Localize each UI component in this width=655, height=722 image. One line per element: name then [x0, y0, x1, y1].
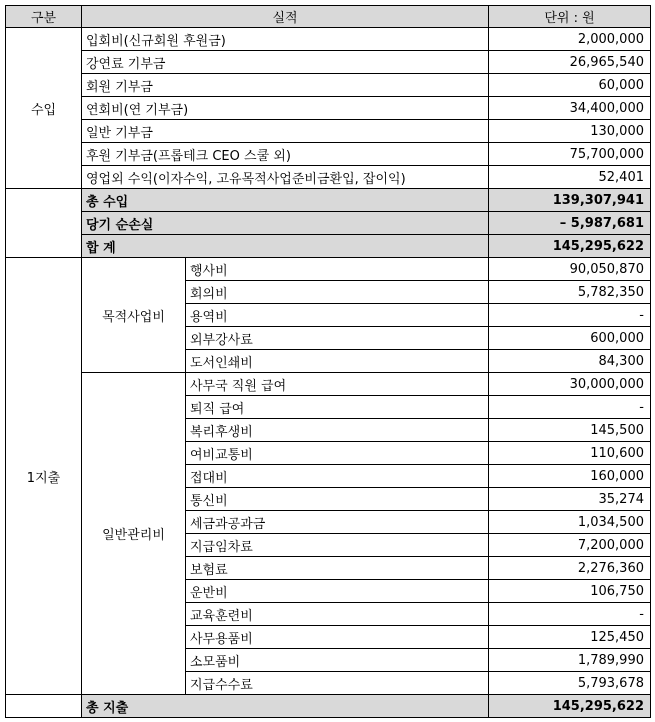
income-row: [6, 166, 651, 189]
income-item-value: 34,400,000: [489, 97, 651, 120]
expense-item-value: -: [489, 603, 651, 626]
income-item-value: 75,700,000: [489, 143, 651, 166]
expense-item-name: 퇴직 급여: [186, 396, 489, 419]
income-item-name: 연회비(연 기부금): [82, 97, 489, 120]
income-item-value: 60,000: [489, 74, 651, 97]
expense-item-name: 외부강사료: [186, 327, 489, 350]
expense-item-name: 지급수수료: [186, 672, 489, 695]
income-item-name: 회원 기부금: [82, 74, 489, 97]
unit-header: 단위 : 원: [489, 6, 651, 28]
expense-item-value: 110,600: [489, 442, 651, 465]
expense-item-name: 접대비: [186, 465, 489, 488]
expense-item-value: 106,750: [489, 580, 651, 603]
income-item-value: 52,401: [489, 166, 651, 189]
income-row: [6, 28, 651, 51]
income-row: [6, 143, 651, 166]
expense-item-name: 사무국 직원 급여: [186, 373, 489, 396]
income-category: 수입: [6, 28, 82, 189]
expense-category: 1지출: [6, 258, 82, 695]
income-item-value: 26,965,540: [489, 51, 651, 74]
expense-total-spacer: [6, 695, 82, 718]
expense-item-value: 35,274: [489, 488, 651, 511]
income-row: [6, 51, 651, 74]
expense-item-value: -: [489, 396, 651, 419]
income-total-value: 139,307,941: [489, 189, 651, 212]
expense-item-name: 도서인쇄비: [186, 350, 489, 373]
expense-item-name: 회의비: [186, 281, 489, 304]
expense-item-value: 90,050,870: [489, 258, 651, 281]
expense-item-name: 복리후생비: [186, 419, 489, 442]
expense-item-value: 84,300: [489, 350, 651, 373]
expense-item-value: 30,000,000: [489, 373, 651, 396]
expense-item-value: 7,200,000: [489, 534, 651, 557]
expense-item-value: 125,450: [489, 626, 651, 649]
expense-group-general: 일반관리비: [82, 373, 186, 695]
income-item-name: 강연료 기부금: [82, 51, 489, 74]
income-item-value: 2,000,000: [489, 28, 651, 51]
expense-total-value: 145,295,622: [489, 695, 651, 718]
expense-item-value: 145,500: [489, 419, 651, 442]
income-sum-row: [6, 235, 651, 258]
income-total-label: 총 수입: [82, 189, 489, 212]
expense-item-value: 2,276,360: [489, 557, 651, 580]
category-header: 구분: [6, 6, 82, 28]
expense-item-name: 용역비: [186, 304, 489, 327]
income-item-value: 130,000: [489, 120, 651, 143]
expense-item-name: 지급임차료: [186, 534, 489, 557]
income-total-row: [6, 189, 651, 212]
expense-item-value: 160,000: [489, 465, 651, 488]
income-net-value: – 5,987,681: [489, 212, 651, 235]
income-sum-label: 합 계: [82, 235, 489, 258]
income-item-name: 영업외 수익(이자수익, 고유목적사업준비금환입, 잡이익): [82, 166, 489, 189]
expense-item-name: 사무용품비: [186, 626, 489, 649]
expense-group-purpose: 목적사업비: [82, 258, 186, 373]
expense-item-name: 소모품비: [186, 649, 489, 672]
expense-total-row: [6, 695, 651, 718]
expense-item-name: 세금과공과금: [186, 511, 489, 534]
income-summary-spacer: [6, 189, 82, 258]
expense-item-name: 행사비: [186, 258, 489, 281]
income-net-row: [6, 212, 651, 235]
header-row: [6, 6, 651, 28]
expense-row: [6, 258, 651, 281]
income-item-name: 일반 기부금: [82, 120, 489, 143]
expense-item-name: 보험료: [186, 557, 489, 580]
result-header: 실적: [82, 6, 489, 28]
expense-total-label: 총 지출: [82, 695, 489, 718]
expense-item-value: 5,782,350: [489, 281, 651, 304]
expense-item-name: 교육훈련비: [186, 603, 489, 626]
expense-item-value: 1,034,500: [489, 511, 651, 534]
income-row: [6, 120, 651, 143]
expense-item-value: -: [489, 304, 651, 327]
expense-item-value: 600,000: [489, 327, 651, 350]
expense-item-value: 5,793,678: [489, 672, 651, 695]
expense-row: [6, 373, 651, 396]
expense-item-name: 운반비: [186, 580, 489, 603]
income-sum-value: 145,295,622: [489, 235, 651, 258]
income-item-name: 입회비(신규회원 후원금): [82, 28, 489, 51]
income-row: [6, 97, 651, 120]
expense-item-name: 여비교통비: [186, 442, 489, 465]
income-net-label: 당기 순손실: [82, 212, 489, 235]
expense-item-name: 통신비: [186, 488, 489, 511]
income-item-name: 후원 기부금(프롭테크 CEO 스쿨 외): [82, 143, 489, 166]
expense-item-value: 1,789,990: [489, 649, 651, 672]
income-row: [6, 74, 651, 97]
financial-table: [5, 5, 651, 718]
